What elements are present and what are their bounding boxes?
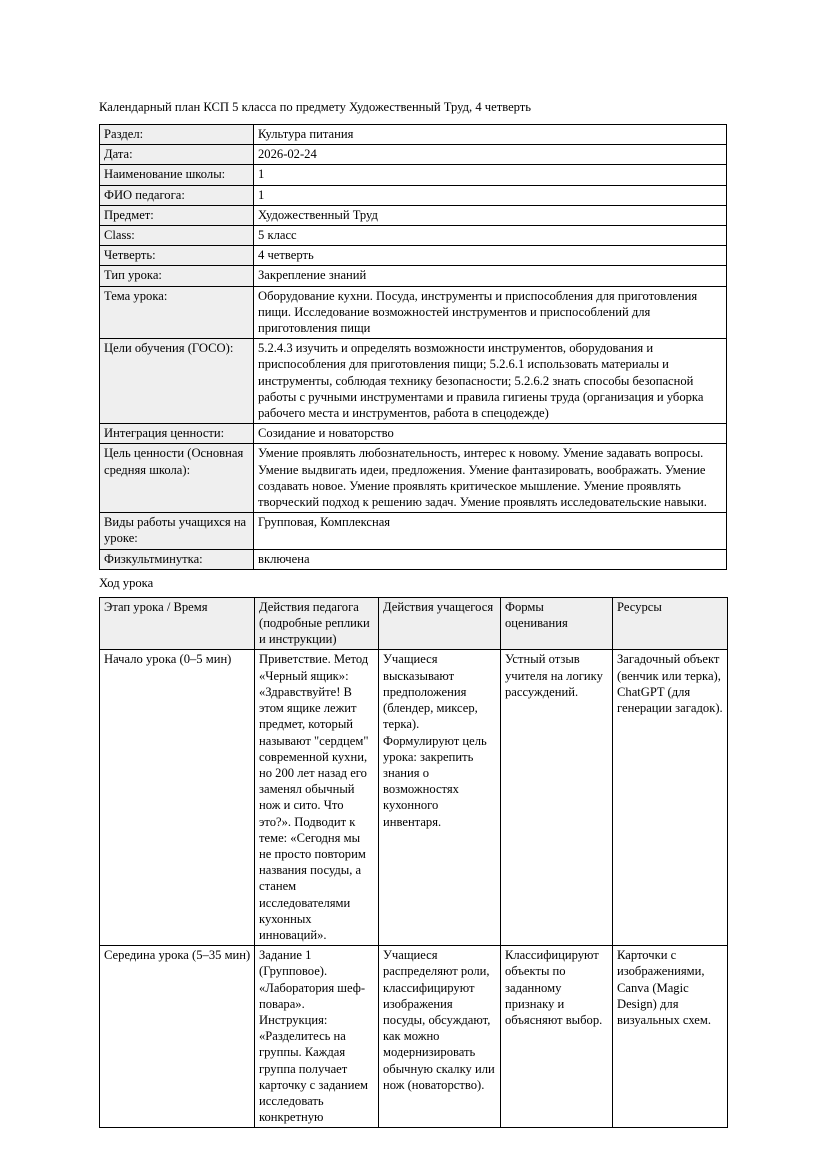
lesson-info-table-body: [100, 125, 727, 570]
column-header: Этап урока / Время: [100, 597, 255, 650]
table-row: [100, 125, 727, 145]
lesson-flow-table-body: [100, 650, 728, 1128]
table-row: [100, 424, 727, 444]
info-label-cell: Виды работы учащихся на уроке:: [100, 513, 254, 549]
info-value-cell: Художественный Труд: [254, 205, 727, 225]
info-label-cell: Физкультминутка:: [100, 549, 254, 569]
info-value-cell: 4 четверть: [254, 246, 727, 266]
student-actions-cell: Учащиеся высказывают предположения (блендер, миксер, терка). Формулируют цель урока: закрепить знания о возможностях кухонного инвентаря.: [379, 650, 501, 946]
info-value-cell: Групповая, Комплексная: [254, 513, 727, 549]
column-header: Действия педагога (подробные реплики и инструкции): [255, 597, 379, 650]
lesson-flow-heading: Ход урока: [99, 575, 154, 590]
info-label-cell: Class:: [100, 226, 254, 246]
table-row: [100, 246, 727, 266]
stage-cell: Середина урока (5–35 мин): [100, 946, 255, 1128]
info-value-cell: Оборудование кухни. Посуда, инструменты и приспособления для приготовления пищи. Исследование возможностей инструментов и приспособлений для приготовления пищи: [254, 286, 727, 339]
info-label-cell: Тема урока:: [100, 286, 254, 339]
table-row: [100, 513, 727, 549]
info-label-cell: Наименование школы:: [100, 165, 254, 185]
table-header-row: [100, 597, 728, 650]
table-row: [100, 650, 728, 946]
lesson-flow-table: [99, 597, 728, 1129]
info-label-cell: Интеграция ценности:: [100, 424, 254, 444]
table-row: [100, 185, 727, 205]
info-label-cell: Тип урока:: [100, 266, 254, 286]
student-actions-cell: Учащиеся распределяют роли, классифицируют изображения посуды, обсуждают, как можно модернизировать обычную скалку или нож (новаторство).: [379, 946, 501, 1128]
page-title: Календарный план КСП 5 класса по предмету Художественный Труд, 4 четверть: [99, 100, 532, 114]
resources-cell: Загадочный объект (венчик или терка), ChatGPT (для генерации загадок).: [613, 650, 728, 946]
column-header: Действия учащегося: [379, 597, 501, 650]
lesson-info-table: [99, 124, 727, 570]
info-value-cell: Умение проявлять любознательность, интерес к новому. Умение задавать вопросы. Умение выдвигать идеи, предложения. Умение фантазировать, воображать. Умение создавать новое. Умение проявлять критическое мышление. Умение проявлять творческий подход к решению задач. Умение проявлять исследовательские навыки.: [254, 444, 727, 513]
table-row: [100, 266, 727, 286]
column-header: Ресурсы: [613, 597, 728, 650]
table-row: [100, 205, 727, 225]
table-row: [100, 549, 727, 569]
info-value-cell: 1: [254, 165, 727, 185]
info-value-cell: 5.2.4.3 изучить и определять возможности инструментов, оборудования и приспособления для приготовления пищи; 5.2.6.1 использовать материалы и инструменты, соблюдая технику безопасности; 5.2.6.2 знать способы безопасной работы с ручными инструментами и правила гигиены труда (организация и уборка рабочего места и инструментов, работа в спецодежде): [254, 339, 727, 424]
table-row: [100, 444, 727, 513]
info-label-cell: Дата:: [100, 145, 254, 165]
info-value-cell: Созидание и новаторство: [254, 424, 727, 444]
table-row: [100, 145, 727, 165]
info-value-cell: включена: [254, 549, 727, 569]
info-value-cell: Культура питания: [254, 125, 727, 145]
assessment-cell: Классифицируют объекты по заданному признаку и объясняют выбор.: [501, 946, 613, 1128]
table-row: [100, 946, 728, 1128]
info-label-cell: Цель ценности (Основная средняя школа):: [100, 444, 254, 513]
table-row: [100, 165, 727, 185]
assessment-cell: Устный отзыв учителя на логику рассуждений.: [501, 650, 613, 946]
info-value-cell: 2026-02-24: [254, 145, 727, 165]
teacher-actions-cell: Задание 1 (Групповое). «Лаборатория шеф-повара». Инструкция: «Разделитесь на группы. Каждая группа получает карточку с заданием исследовать конкретную: [255, 946, 379, 1128]
info-value-cell: 5 класс: [254, 226, 727, 246]
column-header: Формы оценивания: [501, 597, 613, 650]
info-value-cell: Закрепление знаний: [254, 266, 727, 286]
resources-cell: Карточки с изображениями, Canva (Magic Design) для визуальных схем.: [613, 946, 728, 1128]
stage-cell: Начало урока (0–5 мин): [100, 650, 255, 946]
table-row: [100, 286, 727, 339]
table-row: [100, 226, 727, 246]
info-label-cell: Цели обучения (ГОСО):: [100, 339, 254, 424]
teacher-actions-cell: Приветствие. Метод «Черный ящик»: «Здравствуйте! В этом ящике лежит предмет, который называют "сердцем" современной кухни, но 200 лет назад его заменял обычный нож и сито. Что это?». Подводит к теме: «Сегодня мы не просто повторим названия посуды, а станем исследователями кухонных инноваций».: [255, 650, 379, 946]
info-label-cell: ФИО педагога:: [100, 185, 254, 205]
lesson-flow-table-head: [100, 597, 728, 650]
table-row: [100, 339, 727, 424]
info-label-cell: Предмет:: [100, 205, 254, 225]
info-label-cell: Раздел:: [100, 125, 254, 145]
info-value-cell: 1: [254, 185, 727, 205]
info-label-cell: Четверть:: [100, 246, 254, 266]
